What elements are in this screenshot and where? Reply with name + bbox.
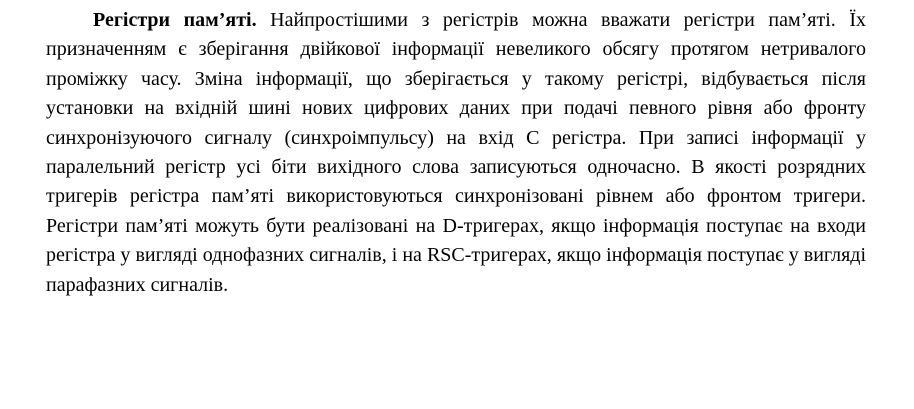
body-paragraph	[46, 6, 866, 300]
paragraph-heading: Регістри пам’яті.	[93, 9, 257, 31]
paragraph-text: Найпростішими з регістрів можна вважати регістри пам’яті. Їх призначенням є зберігання двійкової інформації невеликого обсягу протягом нетривалого проміжку часу. Зміна інформації, що зберігається у такому регістрі, відбувається після установки на вхідній шині нових цифрових даних при подачі певного рівня або фронту синхронізуючого сигналу (синхроімпульсу) на вхід С регістра. При записі інформації у паралельний регістр усі біти вихідного слова записуються одночасно. В якості розрядних тригерів регістра пам’яті використовуються синхронізовані рівнем або фронтом тригери. Регістри пам’яті можуть бути реалізовані на D-тригерах, якщо інформація поступає на входи регістра у вигляді однофазних сигналів, і на RSC-тригерах, якщо інформація поступає у вигляді парафазних сигналів.	[46, 9, 866, 296]
